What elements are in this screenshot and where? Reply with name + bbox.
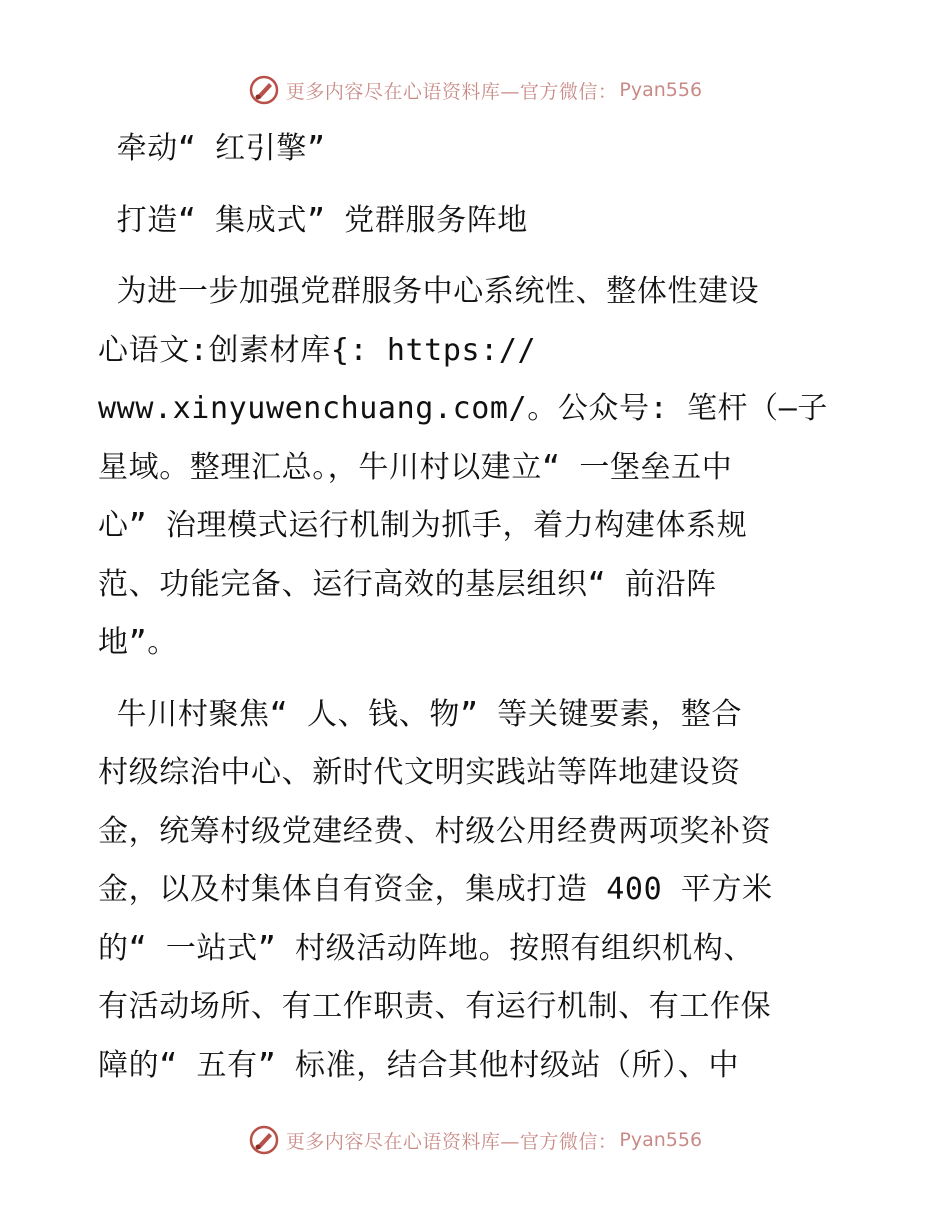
text-line: 有活动场所、有工作职责、有运行机制、有工作保 [98, 989, 772, 1024]
watermark-wechat-id: Pyan556 [619, 1129, 703, 1151]
paragraph-2 [98, 686, 868, 1096]
text-line: 金，以及村集体自有资金，集成打造 400 平方米 [98, 872, 773, 907]
brush-logo-icon [248, 1124, 280, 1156]
text-line: 地”。 [98, 625, 178, 660]
text-line: 障的“ 五有” 标准，结合其他村级站（所）、中 [98, 1047, 740, 1083]
watermark-wechat-id: Pyan556 [619, 79, 703, 101]
watermark-text: 更多内容尽在心语资料库—官方微信： [285, 1130, 618, 1153]
text-line: 心” 治理模式运行机制为抓手，着力构建体系规 [98, 508, 748, 543]
brush-logo-icon [248, 74, 280, 106]
text-line: 的“ 一站式” 村级活动阵地。按照有组织机构、 [98, 930, 755, 966]
text-line: 星域。整理汇总。，牛川村以建立“ 一堡垒五中 [98, 449, 733, 485]
text-line: 心语文:创素材库{: https:// [98, 332, 537, 368]
text-line: 牛川村聚焦“ 人、钱、物” 等关键要素，整合 [98, 696, 743, 732]
text-line: 为进一步加强党群服务中心系统性、整体性建设 [98, 274, 760, 309]
paragraph-1 [98, 263, 868, 673]
text-line: 村级综治中心、新时代文明实践站等阵地建设资 [98, 755, 741, 790]
header-watermark [0, 70, 950, 110]
document-subtitle: 打造“ 集成式” 党群服务阵地 [98, 202, 528, 238]
footer-watermark [0, 1120, 950, 1160]
document-body [98, 120, 868, 1095]
text-line: 金，统筹村级党建经费、村级公用经费两项奖补资 [98, 813, 772, 849]
text-line: www.xinyuwenchuang.com/。公众号: 笔杆（—子 [98, 391, 828, 426]
watermark-text: 更多内容尽在心语资料库—官方微信： [285, 80, 618, 103]
document-title: 牵动“ 红引擎” [98, 131, 326, 166]
text-line: 范、功能完备、运行高效的基层组织“ 前沿阵 [98, 566, 717, 602]
